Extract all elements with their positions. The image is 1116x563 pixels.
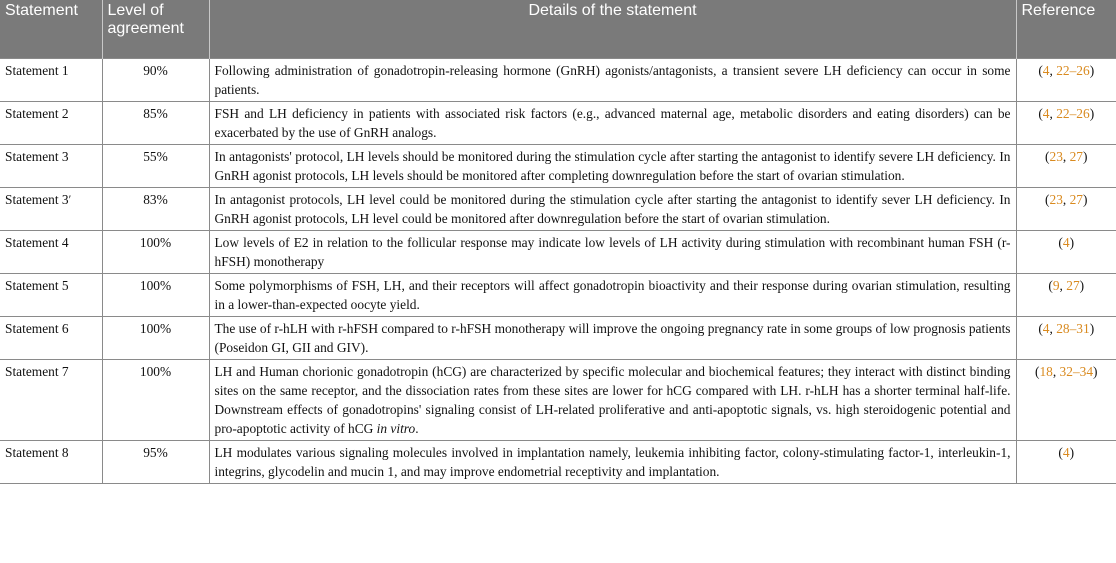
table-row	[0, 274, 1116, 317]
agreement-level: 55%	[102, 145, 209, 188]
statement-label-cell	[0, 188, 102, 231]
reference-link[interactable]: 22–26	[1056, 106, 1090, 121]
agreement-level: 85%	[102, 102, 209, 145]
table-row	[0, 441, 1116, 484]
agreement-level: 100%	[102, 274, 209, 317]
table-row	[0, 145, 1116, 188]
header-row	[0, 0, 1116, 59]
agreement-level: 95%	[102, 441, 209, 484]
statement-details: LH and Human chorionic gonadotropin (hCG) are characterized by specific molecular and biochemical features; they interact with distinct binding sites on the same receptor, and the dissociation rates from these sites are lower for hCG compared with LH. r-hLH has a shorter terminal half-life. Downstream effects of gonadotropins' signaling consist of LH-related proliferative and anti-apoptotic signals, vs. high steroidogenic potential and pro-apoptotic activity of hCG	[214, 364, 1011, 436]
statement-details-end: .	[415, 421, 419, 436]
statement-details: In antagonists' protocol, LH levels should be monitored during the stimulation cycle after starting the antagonist to identify severe LH deficiency. In GnRH agonist protocols, LH levels should be monitored after completing downregulation before the start of ovarian stimulation.	[209, 145, 1016, 188]
header-reference: Reference	[1016, 0, 1116, 59]
reference-cell: (23, 27)	[1016, 145, 1116, 188]
table-row	[0, 59, 1116, 102]
reference-cell: (4, 22–26)	[1016, 59, 1116, 102]
reference-cell: (4)	[1016, 441, 1116, 484]
reference-cell: (9, 27)	[1016, 274, 1116, 317]
statement-label: Statement 4	[0, 231, 102, 274]
reference-link[interactable]: 18	[1039, 364, 1053, 379]
statement-label: Statement 2	[0, 102, 102, 145]
table-row	[0, 231, 1116, 274]
reference-cell: (4, 28–31)	[1016, 317, 1116, 360]
reference-link[interactable]: 4	[1042, 321, 1050, 336]
prime-mark: ′	[68, 192, 72, 206]
reference-link[interactable]: 4	[1062, 445, 1070, 460]
header-details: Details of the statement	[209, 0, 1016, 59]
reference-link[interactable]: 4	[1042, 106, 1050, 121]
statement-label: Statement 3	[5, 192, 69, 207]
reference-link[interactable]: 27	[1066, 278, 1080, 293]
reference-link[interactable]: 4	[1062, 235, 1070, 250]
statement-label: Statement 5	[0, 274, 102, 317]
table-row	[0, 360, 1116, 441]
agreement-level: 100%	[102, 317, 209, 360]
table-row	[0, 188, 1116, 231]
reference-link[interactable]: 27	[1069, 192, 1083, 207]
statement-label: Statement 8	[0, 441, 102, 484]
statement-details: Some polymorphisms of FSH, LH, and their receptors will affect gonadotropin bioactivity and their response during ovarian stimulation, resulting in a lower-than-expected oocyte yield.	[209, 274, 1016, 317]
reference-link[interactable]: 28–31	[1056, 321, 1090, 336]
reference-link[interactable]: 27	[1069, 149, 1083, 164]
statement-label: Statement 6	[0, 317, 102, 360]
statement-details: In antagonist protocols, LH level could be monitored during the stimulation cycle after starting the antagonist to identify sever LH deficiency. In GnRH agonist protocols, LH level could be monitored after downregulation before the start of ovarian stimulation.	[209, 188, 1016, 231]
reference-cell: (4)	[1016, 231, 1116, 274]
statement-label: Statement 3	[0, 145, 102, 188]
statement-label: Statement 7	[0, 360, 102, 441]
statement-label: Statement 1	[0, 59, 102, 102]
statement-details-italic: in vitro	[376, 421, 416, 436]
reference-link[interactable]: 23	[1049, 192, 1063, 207]
statement-details: FSH and LH deficiency in patients with associated risk factors (e.g., advanced maternal age, metabolic disorders and eating disorders) can be exacerbated by the use of GnRH analogs.	[209, 102, 1016, 145]
table-body	[0, 59, 1116, 484]
table-row	[0, 317, 1116, 360]
reference-cell: (18, 32–34)	[1016, 360, 1116, 441]
header-level-of-agreement: Level of agreement	[102, 0, 209, 59]
agreement-level: 100%	[102, 231, 209, 274]
statement-details: The use of r-hLH with r-hFSH compared to r-hFSH monotherapy will improve the ongoing pregnancy rate in some groups of low prognosis patients (Poseidon GI, GII and GIV).	[209, 317, 1016, 360]
reference-link[interactable]: 32–34	[1059, 364, 1094, 379]
reference-cell: (23, 27)	[1016, 188, 1116, 231]
statement-details: Following administration of gonadotropin-releasing hormone (GnRH) agonists/antagonists, a transient severe LH deficiency can occur in some patients.	[209, 59, 1016, 102]
reference-link[interactable]: 4	[1042, 63, 1050, 78]
header-statement: Statement	[0, 0, 102, 59]
reference-cell: (4, 22–26)	[1016, 102, 1116, 145]
agreement-level: 83%	[102, 188, 209, 231]
statement-details: LH modulates various signaling molecules involved in implantation namely, leukemia inhibiting factor, colony-stimulating factor-1, interleukin-1, integrins, glycodelin and mucin 1, and may improve endometrial receptivity and implantation.	[209, 441, 1016, 484]
reference-link[interactable]: 9	[1052, 278, 1060, 293]
agreement-level: 100%	[102, 360, 209, 441]
table-header	[0, 0, 1116, 59]
statement-details-cell	[209, 360, 1016, 441]
table-row	[0, 102, 1116, 145]
agreement-level: 90%	[102, 59, 209, 102]
reference-link[interactable]: 23	[1049, 149, 1063, 164]
statement-details: Low levels of E2 in relation to the follicular response may indicate low levels of LH activity during stimulation with recombinant human FSH (r-hFSH) monotherapy	[209, 231, 1016, 274]
reference-link[interactable]: 22–26	[1056, 63, 1090, 78]
